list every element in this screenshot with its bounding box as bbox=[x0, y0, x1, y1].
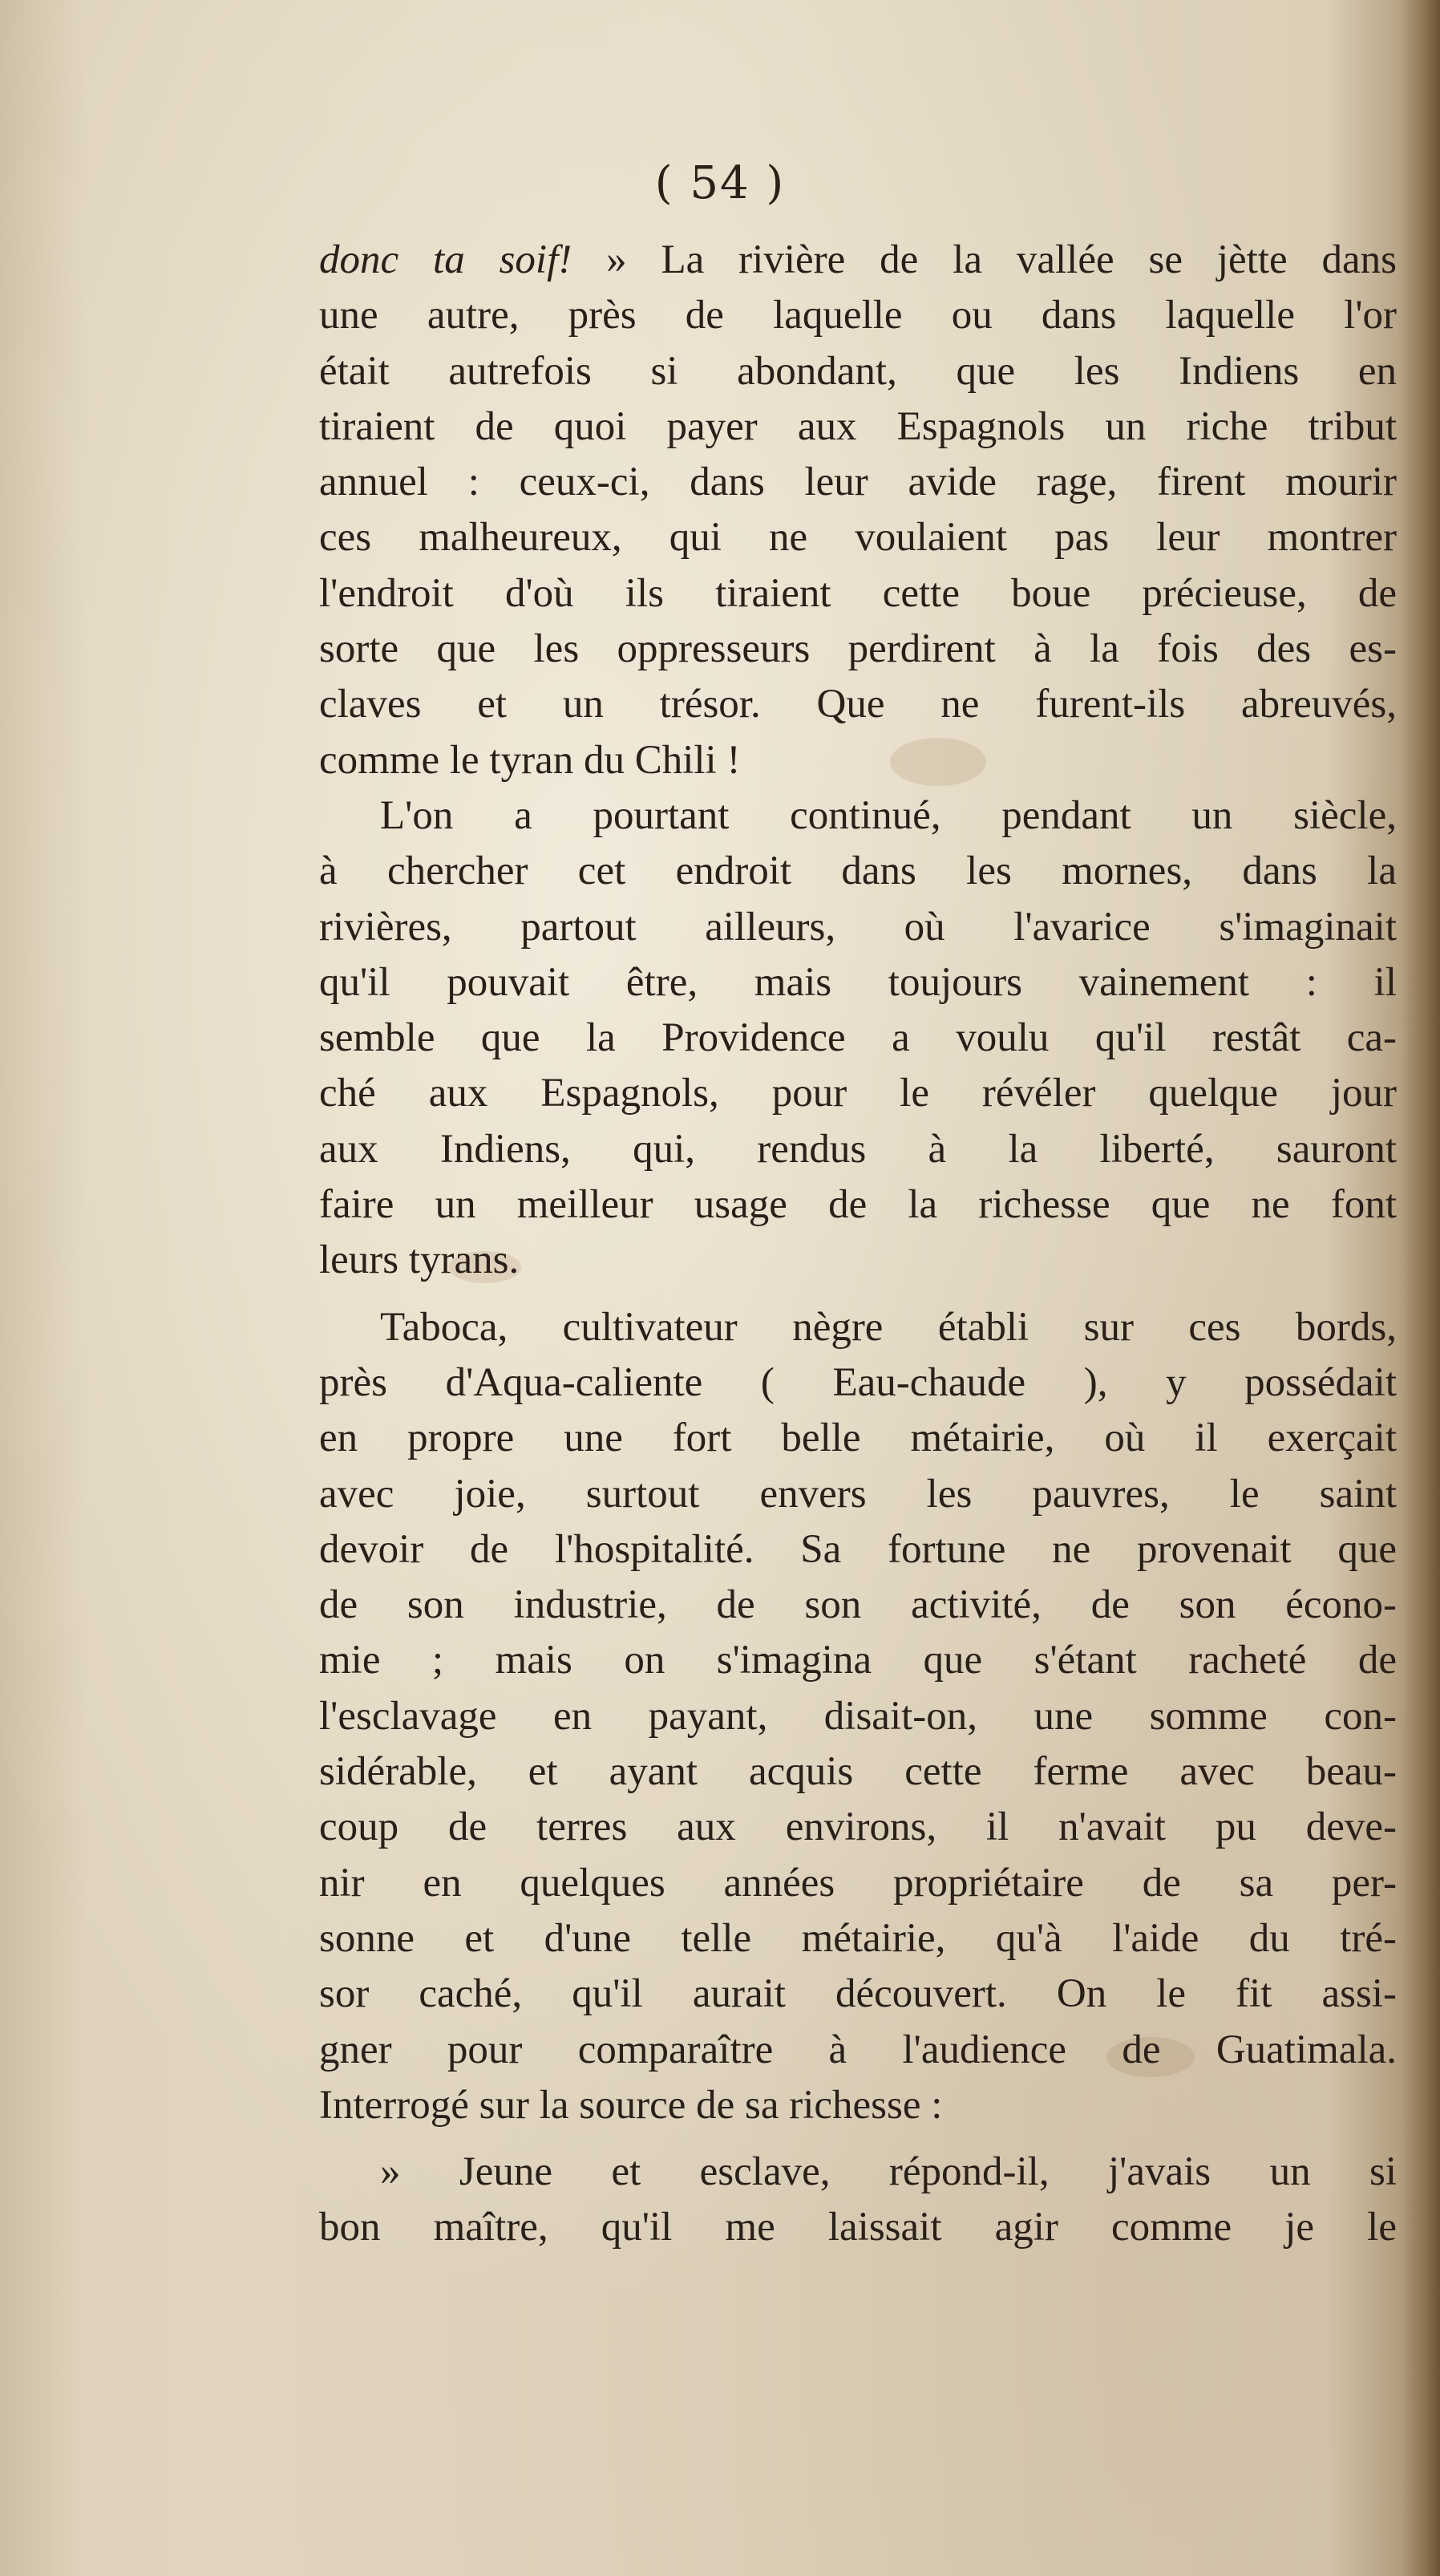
paragraph-gap bbox=[319, 1289, 1397, 1300]
text-line: de son industrie, de son activité, de son écono- bbox=[319, 1582, 1397, 1628]
text-line: sor caché, qu'il aurait découvert. On le fit assi- bbox=[319, 1971, 1397, 2017]
italic-text: donc ta soif! bbox=[319, 237, 572, 282]
text-line: à chercher cet endroit dans les mornes, dans la bbox=[319, 849, 1397, 894]
body-text bbox=[319, 233, 1397, 2256]
text-line: avec joie, surtout envers les pauvres, le saint bbox=[319, 1471, 1397, 1517]
text-line: gner pour comparaître à l'audience de Guatimala. bbox=[319, 2027, 1397, 2072]
text-line: Interrogé sur la source de sa richesse : bbox=[319, 2082, 943, 2128]
text-line: l'esclavage en payant, disait-on, une somme con- bbox=[319, 1693, 1397, 1739]
text-line: tiraient de quoi payer aux Espagnols un riche tribut bbox=[319, 403, 1397, 449]
text-line: rivières, partout ailleurs, où l'avarice s'imaginait bbox=[319, 904, 1397, 950]
text-line: en propre une fort belle métairie, où il exerçait bbox=[319, 1416, 1397, 1461]
paragraph-gap bbox=[319, 2133, 1397, 2145]
text-line: qu'il pouvait être, mais toujours vainement : il bbox=[319, 959, 1397, 1005]
page-number: ( 54 ) bbox=[654, 157, 786, 209]
text-line: sorte que les oppresseurs perdirent à la fois des es- bbox=[319, 626, 1397, 672]
text-line: bon maître, qu'il me laissait agir comme je le bbox=[319, 2205, 1397, 2250]
text-line: était autrefois si abondant, que les Indiens en bbox=[319, 348, 1397, 394]
text-line: sonne et d'une telle métairie, qu'à l'aide du tré- bbox=[319, 1915, 1397, 1961]
text-line: claves et un trésor. Que ne furent-ils abreuvés, bbox=[319, 682, 1397, 727]
text-line: devoir de l'hospitalité. Sa fortune ne provenait que bbox=[319, 1526, 1397, 1572]
text-line: près d'Aqua-caliente ( Eau-chaude ), y possédait bbox=[319, 1359, 1397, 1405]
text-line: annuel : ceux-ci, dans leur avide rage, firent mourir bbox=[319, 460, 1397, 505]
text-line: sidérable, et ayant acquis cette ferme avec beau- bbox=[319, 1749, 1397, 1795]
text-line: l'endroit d'où ils tiraient cette boue précieuse, de bbox=[319, 570, 1397, 616]
text-line: une autre, près de laquelle ou dans laquelle l'or bbox=[319, 293, 1397, 338]
text-line: aux Indiens, qui, rendus à la liberté, sauront bbox=[319, 1126, 1397, 1172]
text-line: comme le tyran du Chili ! bbox=[319, 737, 741, 783]
text-line: nir en quelques années propriétaire de sa per- bbox=[319, 1860, 1397, 1906]
text-line: faire un meilleur usage de la richesse que ne font bbox=[319, 1182, 1397, 1228]
line-text: » La rivière de la vallée se jètte dans bbox=[572, 237, 1397, 282]
text-line bbox=[319, 233, 1397, 288]
text-line: semble que la Providence a voulu qu'il restât ca- bbox=[319, 1015, 1397, 1061]
text-line: leurs tyrans. bbox=[319, 1237, 520, 1283]
text-line: » Jeune et esclave, répond-il, j'avais un si bbox=[380, 2149, 1397, 2195]
text-line: mie ; mais on s'imagina que s'étant racheté de bbox=[319, 1638, 1397, 1683]
page-edge-shadow bbox=[1403, 0, 1440, 2576]
text-line: L'on a pourtant continué, pendant un siècle, bbox=[380, 792, 1397, 838]
text-line: ché aux Espagnols, pour le révéler quelque jour bbox=[319, 1071, 1397, 1116]
text-line: coup de terres aux environs, il n'avait pu deve- bbox=[319, 1804, 1397, 1850]
text-line: Taboca, cultivateur nègre établi sur ces bords, bbox=[380, 1304, 1397, 1350]
text-line: ces malheureux, qui ne voulaient pas leur montrer bbox=[319, 515, 1397, 561]
